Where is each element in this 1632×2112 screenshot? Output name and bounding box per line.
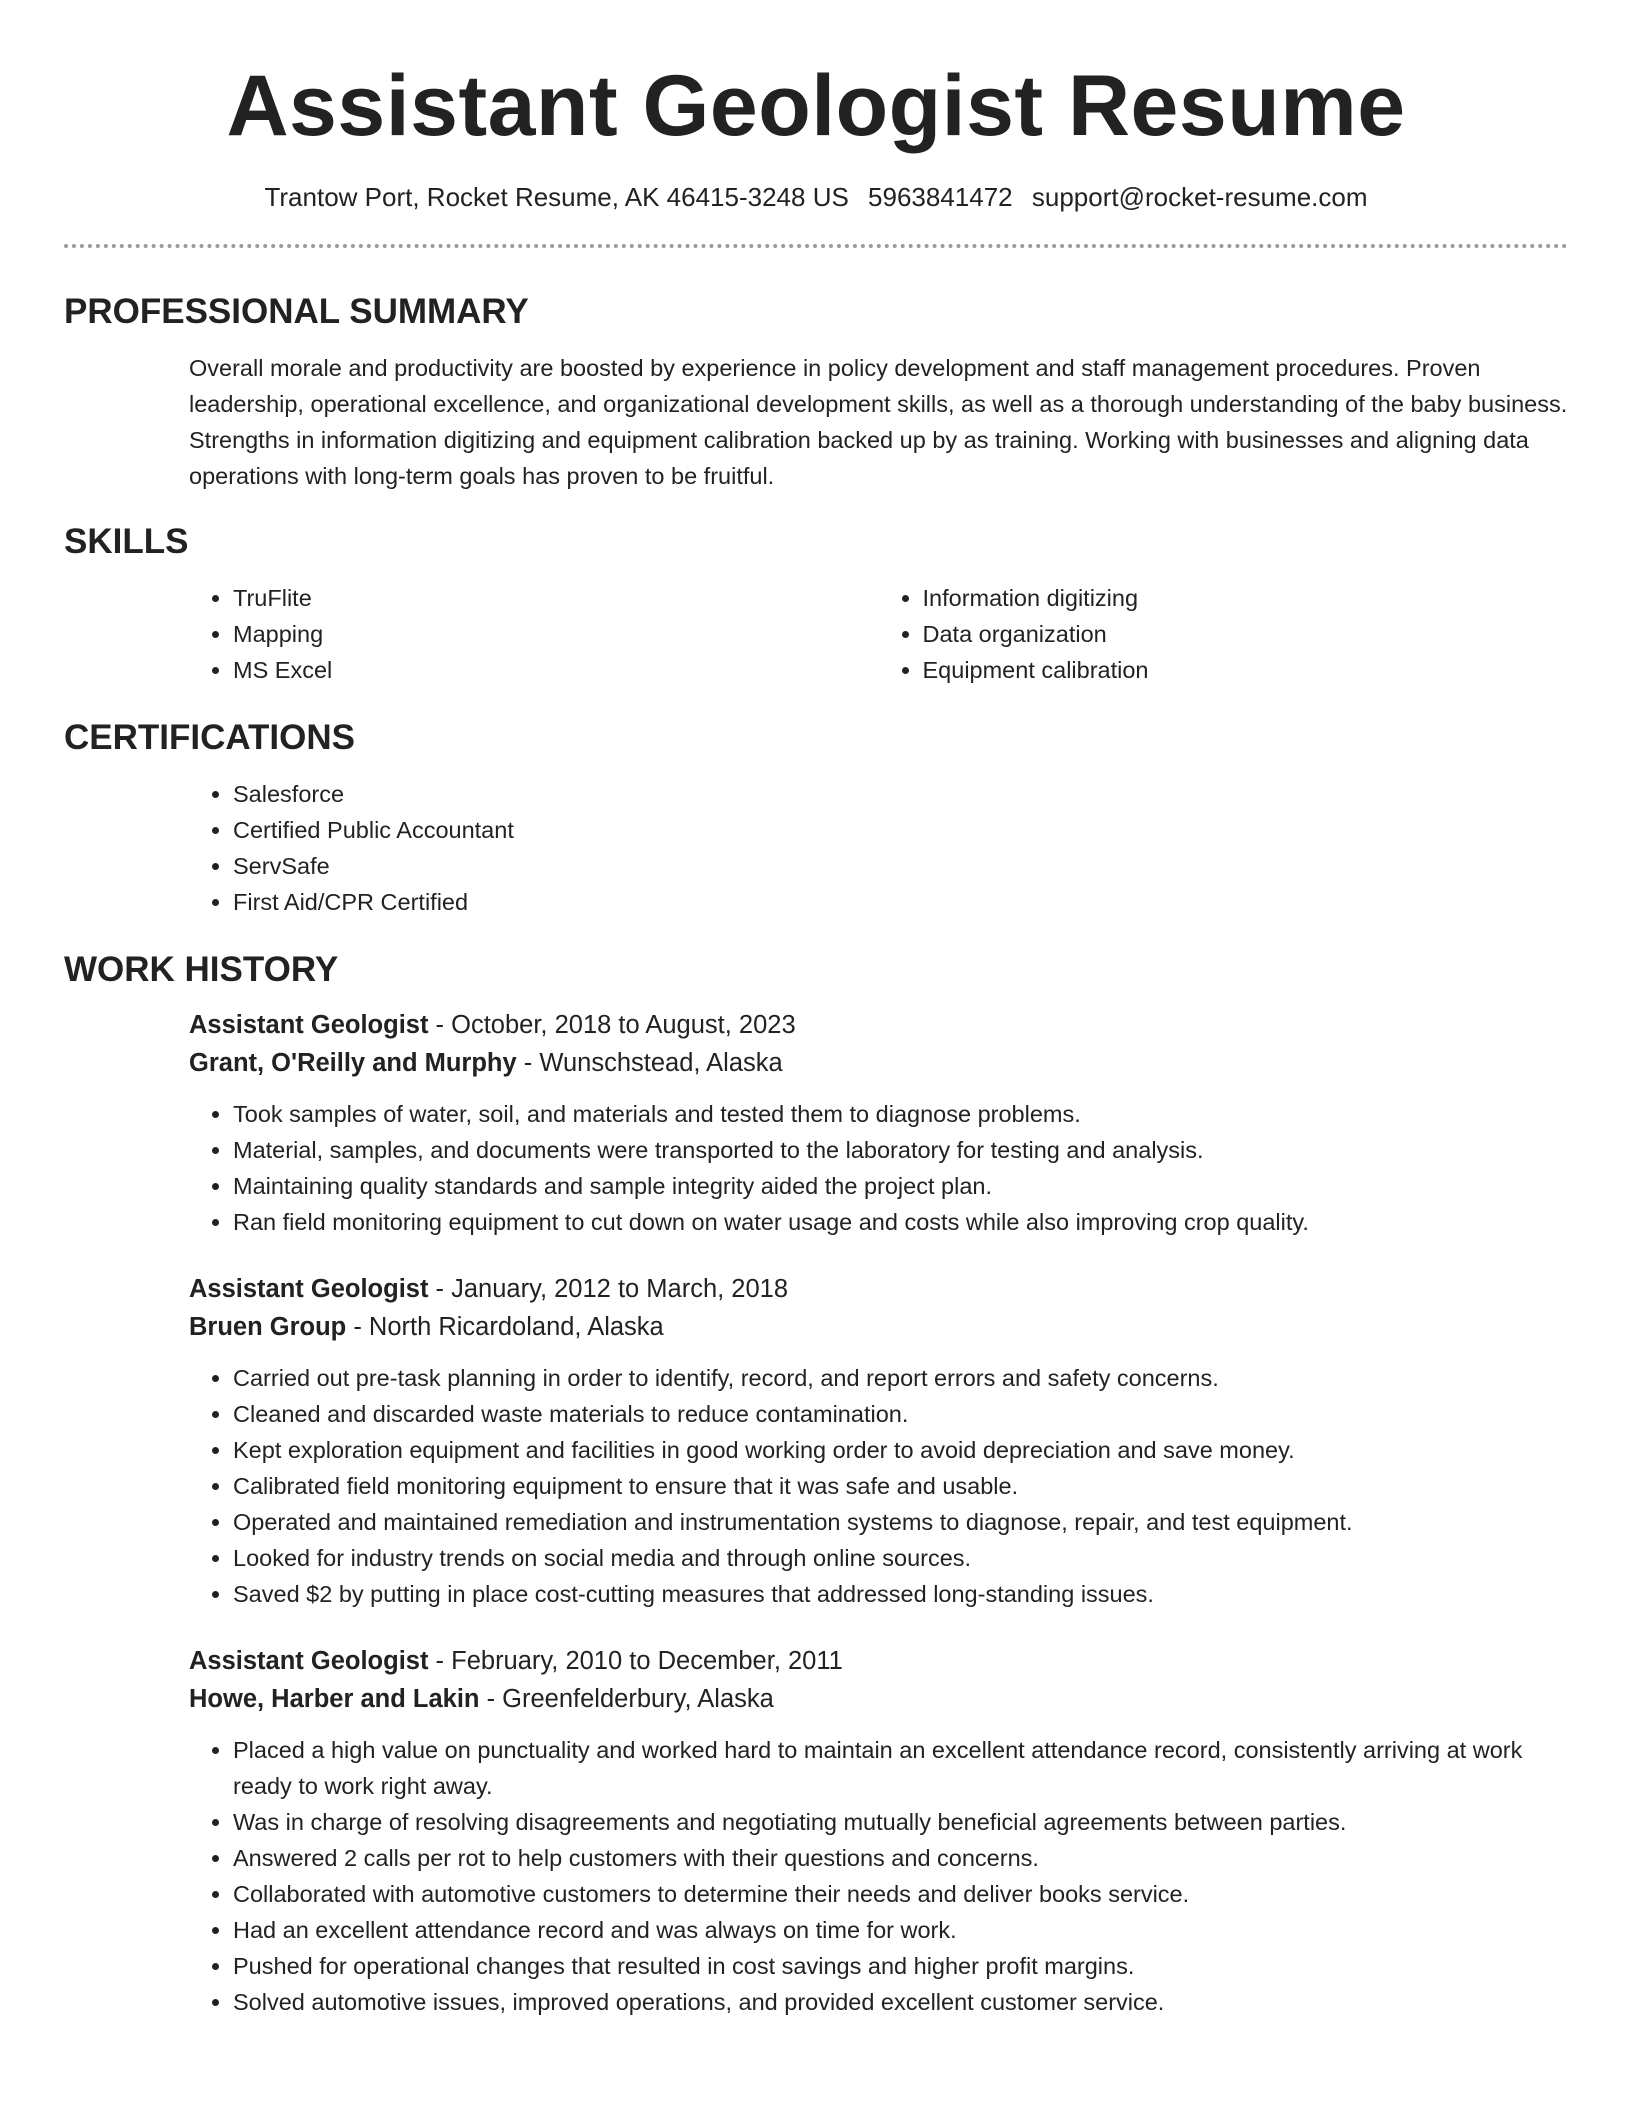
resume-page <box>64 0 1568 2020</box>
job-bullet: • Was in charge of resolving disagreements and negotiating mutually beneficial agreements between parties. <box>233 1804 1568 1840</box>
contact-address: Trantow Port, Rocket Resume, AK 46415-3248 US <box>264 182 849 212</box>
job-dates: - October, 2018 to August, 2023 <box>428 1011 796 1039</box>
job-bullets <box>189 1096 1568 1240</box>
header-divider <box>64 244 1568 248</box>
skill-item: • Equipment calibration <box>923 652 1569 688</box>
job-title-line <box>189 1642 1568 1680</box>
job-bullet: • Took samples of water, soil, and materials and tested them to diagnose problems. <box>233 1096 1568 1132</box>
certification-item: • Certified Public Accountant <box>233 812 1568 848</box>
job-entry <box>189 1270 1568 1612</box>
job-role: Assistant Geologist <box>189 1275 429 1303</box>
job-location: - Wunschstead, Alaska <box>516 1049 783 1077</box>
job-bullet: • Collaborated with automotive customers to determine their needs and deliver books service. <box>233 1876 1568 1912</box>
job-bullet: • Pushed for operational changes that resulted in cost savings and higher profit margins. <box>233 1948 1568 1984</box>
certification-item: • ServSafe <box>233 848 1568 884</box>
job-location: - North Ricardoland, Alaska <box>346 1313 664 1341</box>
job-company-line <box>189 1680 1568 1718</box>
contact-line <box>64 180 1568 214</box>
job-company: Howe, Harber and Lakin <box>189 1685 480 1713</box>
job-bullet: • Operated and maintained remediation and instrumentation systems to diagnose, repair, and test equipment. <box>233 1504 1568 1540</box>
job-company: Grant, O'Reilly and Murphy <box>189 1049 517 1077</box>
job-bullet: • Cleaned and discarded waste materials to reduce contamination. <box>233 1396 1568 1432</box>
skills-column-right <box>879 580 1569 688</box>
skill-item: • Data organization <box>923 616 1569 652</box>
contact-email: support@rocket-resume.com <box>1031 182 1368 212</box>
certifications-body <box>189 776 1568 920</box>
job-title-line <box>189 1006 1568 1044</box>
job-bullet: • Answered 2 calls per rot to help customers with their questions and concerns. <box>233 1840 1568 1876</box>
certification-item: • First Aid/CPR Certified <box>233 884 1568 920</box>
job-company-line <box>189 1044 1568 1082</box>
skill-item: • Information digitizing <box>923 580 1569 616</box>
job-bullet: • Saved $2 by putting in place cost-cutting measures that addressed long-standing issues. <box>233 1576 1568 1612</box>
job-bullet: • Kept exploration equipment and facilities in good working order to avoid depreciation and save money. <box>233 1432 1568 1468</box>
resume-title: Assistant Geologist Resume <box>226 58 1406 154</box>
job-bullet: • Maintaining quality standards and sample integrity aided the project plan. <box>233 1168 1568 1204</box>
contact-phone: 5963841472 <box>868 182 1013 212</box>
job-company-line <box>189 1308 1568 1346</box>
skill-item: • MS Excel <box>233 652 879 688</box>
section-title-skills: SKILLS <box>64 522 189 561</box>
job-title-line <box>189 1270 1568 1308</box>
job-bullet: • Looked for industry trends on social media and through online sources. <box>233 1540 1568 1576</box>
job-bullet: • Had an excellent attendance record and was always on time for work. <box>233 1912 1568 1948</box>
job-entry <box>189 1642 1568 2020</box>
job-bullet: • Material, samples, and documents were transported to the laboratory for testing and analysis. <box>233 1132 1568 1168</box>
job-entry <box>189 1006 1568 1240</box>
section-title-summary: PROFESSIONAL SUMMARY <box>64 292 529 331</box>
job-company: Bruen Group <box>189 1313 347 1341</box>
skills-column-left <box>189 580 879 688</box>
summary-body <box>189 350 1568 494</box>
job-dates: - February, 2010 to December, 2011 <box>428 1647 843 1675</box>
skill-item: • TruFlite <box>233 580 879 616</box>
job-bullet: • Ran field monitoring equipment to cut down on water usage and costs while also improving crop quality. <box>233 1204 1568 1240</box>
job-role: Assistant Geologist <box>189 1647 429 1675</box>
job-bullets <box>189 1360 1568 1612</box>
job-dates: - January, 2012 to March, 2018 <box>428 1275 789 1303</box>
job-location: - Greenfelderbury, Alaska <box>479 1685 774 1713</box>
job-role: Assistant Geologist <box>189 1011 429 1039</box>
job-bullet: • Carried out pre-task planning in order to identify, record, and report errors and safety concerns. <box>233 1360 1568 1396</box>
summary-text: Overall morale and productivity are boosted by experience in policy development and staff management procedures. Proven leadership, operational excellence, and organizational development skills, as well as a thorough understanding of the baby business. Strengths in information digitizing and equipment calibration backed up by as training. Working with businesses and aligning data operations with long-term goals has proven to be fruitful. <box>189 355 1568 489</box>
job-bullet: • Placed a high value on punctuality and worked hard to maintain an excellent attendance record, consistently arriving at work ready to work right away. <box>233 1732 1568 1804</box>
job-bullet: • Solved automotive issues, improved operations, and provided excellent customer service. <box>233 1984 1568 2020</box>
job-bullet: • Calibrated field monitoring equipment to ensure that it was safe and usable. <box>233 1468 1568 1504</box>
certification-item: • Salesforce <box>233 776 1568 812</box>
job-bullets <box>189 1732 1568 2020</box>
certifications-list <box>189 776 1568 920</box>
skill-item: • Mapping <box>233 616 879 652</box>
skills-list <box>189 580 1568 688</box>
section-title-work-history: WORK HISTORY <box>64 950 339 989</box>
section-title-certifications: CERTIFICATIONS <box>64 718 356 757</box>
